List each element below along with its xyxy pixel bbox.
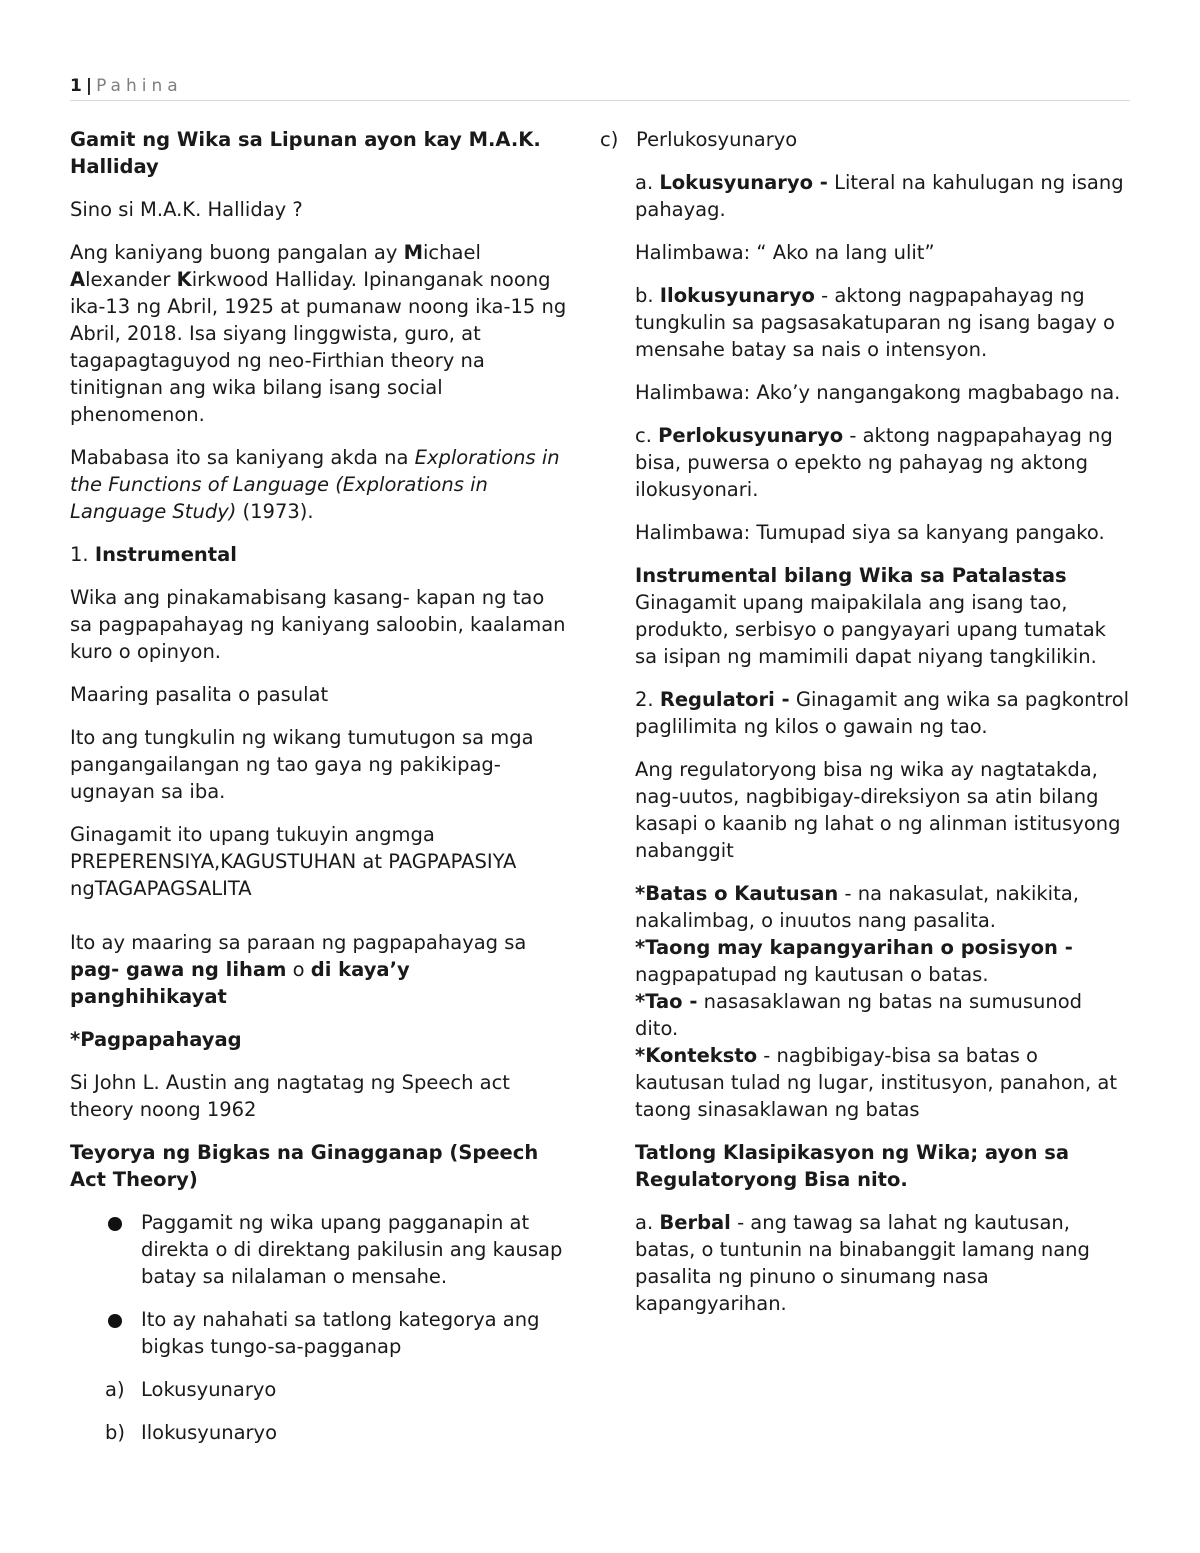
left-column	[70, 126, 570, 1462]
bullet-icon	[108, 1217, 122, 1231]
book-title: Explorations in the Functions of Language (Explorations in Language Study)	[70, 446, 560, 523]
document-title: Gamit ng Wika sa Lipunan ayon kay M.A.K. Halliday	[70, 128, 541, 178]
list-item: a) Lokusyunaryo	[105, 1378, 277, 1401]
instrumental-paragraph-5: Ito ay maaring sa paraan ng pagpapahayag sa pag- gawa ng liham o di kaya’y panghihikayat	[70, 931, 527, 1008]
section-heading-regulatori: 2. Regulatori - Ginagamit ang wika sa pagkontrol paglilimita ng kilos o gawain ng tao.	[635, 688, 1130, 738]
speech-act-heading: Teyorya ng Bigkas na Ginagganap (Speech Act Theory)	[70, 1141, 539, 1191]
right-column	[600, 126, 1130, 1333]
list-item: c) Perlukosyunaryo	[600, 128, 798, 151]
header-separator: |	[85, 76, 93, 96]
list-item: b) Ilokusyunaryo	[105, 1421, 278, 1444]
regulatoryo-paragraph: Ang regulatoryong bisa ng wika ay nagtatakda, nag-uutos, nagbibigay-direksiyon sa atin bilang kasapi o kaanib ng lahat o ng alinman istitusyong nabanggit	[635, 758, 1121, 862]
spacer	[70, 902, 570, 929]
page-label: Pahina	[96, 76, 183, 96]
category-list	[70, 1376, 570, 1446]
berbal-definition: a. Berbal - ang tawag sa lahat ng kautusan, batas, o tuntunin na binabanggit lamang nang pasalita ng pinuno o sinumang nasa kapangyarihan.	[635, 1211, 1090, 1315]
definitions-block: *Batas o Kautusan - na nakasulat, nakikita, nakalimbag, o inuutos nang pasalita. *Taong may kapangyarihan o posisyon - nagpapatupad ng kautusan o batas. *Tao - nasasaklawan ng batas na sumusunod dito. *Konteksto - nagbibigay-bisa sa batas o kautusan tulad ng lugar, institusyon, panahon, at taong sinasaklawan ng batas	[635, 882, 1117, 1121]
lokusyunaryo-definition: a. Lokusyunaryo - Literal na kahulugan ng isang pahayag.	[635, 171, 1124, 221]
austin-paragraph: Si John L. Austin ang nagtatag ng Speech act theory noong 1962	[70, 1071, 510, 1121]
book-paragraph: Mababasa ito sa kaniyang akda na Explorations in the Functions of Language (Explorations in Language Study) (1973).	[70, 446, 560, 523]
instrumental-paragraph-4: Ginagamit ito upang tukuyin angmga PREPERENSIYA,KAGUSTUHAN at PAGPAPASIYA ngTAGAPAGSALITA	[70, 823, 517, 900]
patalastas-heading: Instrumental bilang Wika sa Patalastas	[635, 564, 1067, 587]
perlokusyunaryo-example: Halimbawa: Tumupad siya sa kanyang pangako.	[635, 521, 1105, 544]
page-header	[70, 76, 1130, 101]
ilokusyunaryo-definition: b. Ilokusyunaryo - aktong nagpapahayag ng tungkulin sa pagsasakatuparan ng isang bagay o mensahe batay sa nais o intensyon.	[635, 284, 1115, 361]
bio-paragraph: Ang kaniyang buong pangalan ay Michael Alexander Kirkwood Halliday. Ipinanganak noong ika-13 ng Abril, 1925 at pumanaw noong ika-15 ng Abril, 2018. Isa siyang linggwista, guro, at tagapagtaguyod ng neo-Firthian theory na tinitignan ang wika bilang isang social phenomenon.	[70, 241, 567, 426]
bullet-list	[70, 1209, 570, 1360]
klasipikasyon-heading: Tatlong Klasipikasyon ng Wika; ayon sa Regulatoryong Bisa nito.	[635, 1141, 1070, 1191]
instrumental-paragraph-3: Ito ang tungkulin ng wikang tumutugon sa mga pangangailangan ng tao gaya ng pakikipag-ugnayan sa iba.	[70, 726, 534, 803]
lokusyunaryo-example: Halimbawa: “ Ako na lang ulit”	[635, 241, 935, 264]
list-item: Paggamit ng wika upang pagganapin at direkta o di direktang pakilusin ang kausap batay sa nilalaman o mensahe.	[70, 1209, 570, 1290]
ilokusyunaryo-example: Halimbawa: Ako’y nangangakong magbabago na.	[635, 381, 1121, 404]
instrumental-paragraph-1: Wika ang pinakamabisang kasang- kapan ng tao sa pagpapahayag ng kaniyang saloobin, kaalaman kuro o opinyon.	[70, 586, 566, 663]
bullet-icon	[108, 1314, 122, 1328]
category-list-continued	[600, 126, 1130, 153]
page-number: 1	[70, 76, 82, 96]
patalastas-paragraph: Instrumental bilang Wika sa Patalastas Ginagamit upang maipakilala ang isang tao, produkto, serbisyo o pangyayari upang tumatak sa isipan ng mamimili dapat niyang tangkilikin.	[635, 564, 1106, 668]
perlokusyunaryo-definition: c. Perlokusyunaryo - aktong nagpapahayag ng bisa, puwersa o epekto ng pahayag ng aktong ilokusyonari.	[635, 424, 1113, 501]
list-item: Ito ay nahahati sa tatlong kategorya ang bigkas tungo-sa-pagganap	[70, 1306, 570, 1360]
section-heading-instrumental: 1. Instrumental	[70, 543, 237, 566]
pagpapahayag-heading: *Pagpapahayag	[70, 1028, 242, 1051]
question-text: Sino si M.A.K. Halliday ?	[70, 198, 303, 221]
instrumental-paragraph-2: Maaring pasalita o pasulat	[70, 683, 329, 706]
